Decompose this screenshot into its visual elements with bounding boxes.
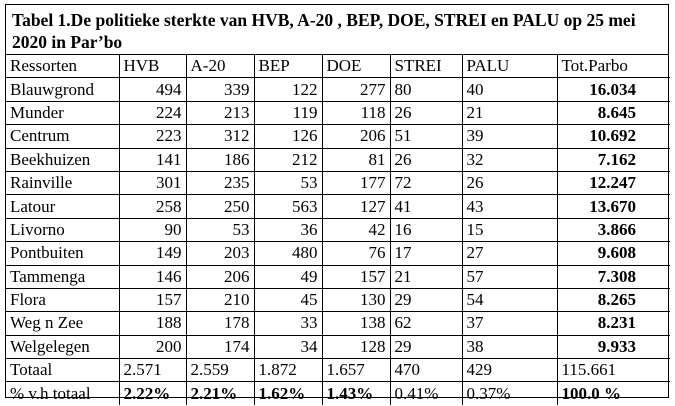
cell-bep: 563 — [254, 195, 322, 218]
cell-strei: 29 — [390, 335, 462, 358]
cell-palu: PALU — [462, 55, 557, 78]
table-row — [6, 195, 670, 218]
cell-ressort: Pontbuiten — [6, 242, 119, 265]
cell-a20: 2.21% — [186, 382, 254, 405]
cell-palu: 40 — [462, 78, 557, 101]
cell-palu: 429 — [462, 359, 557, 382]
cell-bep: 45 — [254, 288, 322, 311]
cell-hvb: 200 — [119, 335, 186, 358]
cell-bep: 1.62% — [254, 382, 322, 405]
cell-a20: 178 — [186, 312, 254, 335]
table-row — [6, 218, 670, 241]
cell-hvb: 149 — [119, 242, 186, 265]
cell-a20: A-20 — [186, 55, 254, 78]
cell-strei: STREI — [390, 55, 462, 78]
cell-a20: 235 — [186, 171, 254, 194]
cell-bep: 1.872 — [254, 359, 322, 382]
cell-palu: 27 — [462, 242, 557, 265]
cell-hvb: 224 — [119, 101, 186, 124]
cell-palu: 38 — [462, 335, 557, 358]
cell-ressort: Blauwgrond — [6, 78, 119, 101]
cell-hvb: HVB — [119, 55, 186, 78]
cell-strei: 21 — [390, 265, 462, 288]
cell-strei: 0.41% — [390, 382, 462, 405]
table-frame — [5, 4, 669, 403]
cell-doe: 130 — [322, 288, 390, 311]
cell-doe: 138 — [322, 312, 390, 335]
cell-palu: 57 — [462, 265, 557, 288]
cell-ressort: Rainville — [6, 171, 119, 194]
cell-doe: 177 — [322, 171, 390, 194]
cell-ressort: % v.h totaal — [6, 382, 119, 405]
cell-palu: 21 — [462, 101, 557, 124]
cell-a20: 174 — [186, 335, 254, 358]
cell-a20: 2.559 — [186, 359, 254, 382]
cell-tot-parbo: 8.265 — [557, 288, 670, 311]
cell-hvb: 258 — [119, 195, 186, 218]
table-row — [6, 171, 670, 194]
cell-hvb: 188 — [119, 312, 186, 335]
strength-table — [6, 55, 670, 405]
cell-tot-parbo: Tot.Parbo — [557, 55, 670, 78]
cell-tot-parbo: 8.231 — [557, 312, 670, 335]
cell-ressort: Tammenga — [6, 265, 119, 288]
cell-bep: 36 — [254, 218, 322, 241]
cell-strei: 62 — [390, 312, 462, 335]
cell-a20: 203 — [186, 242, 254, 265]
cell-doe: 277 — [322, 78, 390, 101]
cell-palu: 37 — [462, 312, 557, 335]
cell-strei: 41 — [390, 195, 462, 218]
cell-strei: 80 — [390, 78, 462, 101]
cell-bep: 34 — [254, 335, 322, 358]
cell-tot-parbo: 9.608 — [557, 242, 670, 265]
cell-bep: 119 — [254, 101, 322, 124]
cell-bep: 33 — [254, 312, 322, 335]
cell-tot-parbo: 100.0 % — [557, 382, 670, 405]
cell-bep: 212 — [254, 148, 322, 171]
table-row — [6, 78, 670, 101]
cell-ressort: Ressorten — [6, 55, 119, 78]
cell-doe: 1.43% — [322, 382, 390, 405]
cell-hvb: 223 — [119, 125, 186, 148]
cell-a20: 250 — [186, 195, 254, 218]
cell-a20: 339 — [186, 78, 254, 101]
cell-doe: 118 — [322, 101, 390, 124]
cell-palu: 26 — [462, 171, 557, 194]
cell-a20: 312 — [186, 125, 254, 148]
cell-a20: 210 — [186, 288, 254, 311]
table-row — [6, 101, 670, 124]
table-row — [6, 312, 670, 335]
table-row — [6, 148, 670, 171]
cell-a20: 186 — [186, 148, 254, 171]
cell-bep: 49 — [254, 265, 322, 288]
cell-tot-parbo: 13.670 — [557, 195, 670, 218]
header-row — [6, 55, 670, 78]
cell-ressort: Livorno — [6, 218, 119, 241]
table-title: Tabel 1.De politieke sterkte van HVB, A-20 , BEP, DOE, STREI en PALU op 25 mei 2020 in Par’bo — [6, 5, 668, 55]
cell-tot-parbo: 8.645 — [557, 101, 670, 124]
cell-ressort: Munder — [6, 101, 119, 124]
cell-strei: 72 — [390, 171, 462, 194]
cell-doe: 76 — [322, 242, 390, 265]
cell-hvb: 301 — [119, 171, 186, 194]
cell-strei: 16 — [390, 218, 462, 241]
cell-hvb: 141 — [119, 148, 186, 171]
cell-hvb: 157 — [119, 288, 186, 311]
cell-strei: 17 — [390, 242, 462, 265]
cell-tot-parbo: 10.692 — [557, 125, 670, 148]
cell-doe: 81 — [322, 148, 390, 171]
cell-tot-parbo: 3.866 — [557, 218, 670, 241]
table-row — [6, 265, 670, 288]
cell-tot-parbo: 7.162 — [557, 148, 670, 171]
cell-doe: 128 — [322, 335, 390, 358]
cell-ressort: Totaal — [6, 359, 119, 382]
cell-strei: 51 — [390, 125, 462, 148]
cell-hvb: 146 — [119, 265, 186, 288]
cell-hvb: 2.571 — [119, 359, 186, 382]
cell-tot-parbo: 16.034 — [557, 78, 670, 101]
cell-tot-parbo: 12.247 — [557, 171, 670, 194]
cell-ressort: Welgelegen — [6, 335, 119, 358]
cell-tot-parbo: 7.308 — [557, 265, 670, 288]
total-row — [6, 359, 670, 382]
cell-bep: 480 — [254, 242, 322, 265]
table-row — [6, 125, 670, 148]
cell-bep: 53 — [254, 171, 322, 194]
cell-hvb: 494 — [119, 78, 186, 101]
cell-palu: 54 — [462, 288, 557, 311]
cell-bep: BEP — [254, 55, 322, 78]
cell-palu: 39 — [462, 125, 557, 148]
cell-tot-parbo: 115.661 — [557, 359, 670, 382]
cell-strei: 470 — [390, 359, 462, 382]
cell-doe: DOE — [322, 55, 390, 78]
cell-strei: 26 — [390, 148, 462, 171]
table-row — [6, 288, 670, 311]
cell-strei: 26 — [390, 101, 462, 124]
cell-ressort: Weg n Zee — [6, 312, 119, 335]
cell-hvb: 90 — [119, 218, 186, 241]
cell-strei: 29 — [390, 288, 462, 311]
cell-doe: 157 — [322, 265, 390, 288]
cell-a20: 53 — [186, 218, 254, 241]
cell-palu: 43 — [462, 195, 557, 218]
cell-palu: 0.37% — [462, 382, 557, 405]
table-row — [6, 242, 670, 265]
cell-bep: 122 — [254, 78, 322, 101]
cell-palu: 15 — [462, 218, 557, 241]
cell-ressort: Beekhuizen — [6, 148, 119, 171]
cell-tot-parbo: 9.933 — [557, 335, 670, 358]
cell-palu: 32 — [462, 148, 557, 171]
cell-doe: 127 — [322, 195, 390, 218]
cell-ressort: Latour — [6, 195, 119, 218]
cell-a20: 206 — [186, 265, 254, 288]
cell-doe: 42 — [322, 218, 390, 241]
percent-row — [6, 382, 670, 405]
cell-ressort: Flora — [6, 288, 119, 311]
cell-a20: 213 — [186, 101, 254, 124]
cell-ressort: Centrum — [6, 125, 119, 148]
cell-doe: 1.657 — [322, 359, 390, 382]
cell-bep: 126 — [254, 125, 322, 148]
table-row — [6, 335, 670, 358]
cell-hvb: 2.22% — [119, 382, 186, 405]
cell-doe: 206 — [322, 125, 390, 148]
